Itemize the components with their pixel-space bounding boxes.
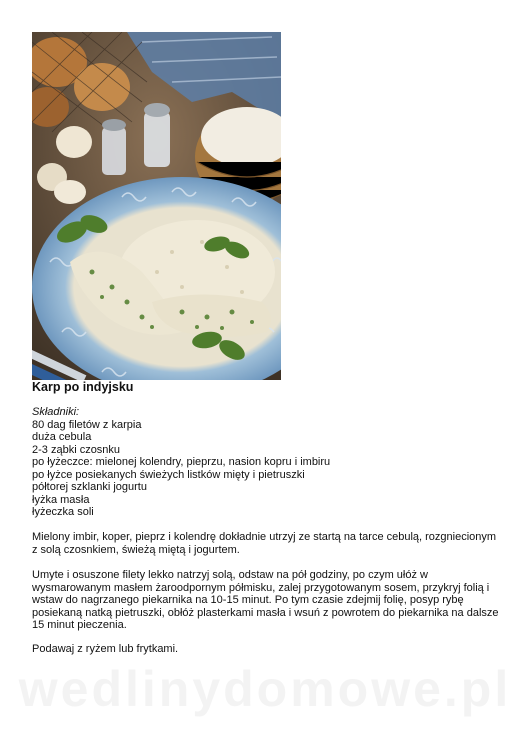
serving-note: Podawaj z ryżem lub frytkami. bbox=[32, 643, 179, 655]
ingredients-label: Składniki: bbox=[32, 406, 80, 418]
recipe-photo bbox=[32, 32, 281, 380]
ingredient-item: 2-3 ząbki czosnku bbox=[32, 443, 121, 456]
instructions-paragraph: Mielony imbir, koper, pieprz i kolendrę dokładnie utrzyj ze startą na tarce cebulą, rozgniecionym z solą czosnkiem, świeżą miętą i jogurtem. bbox=[32, 531, 497, 556]
ingredient-item: duża cebula bbox=[32, 431, 92, 443]
ingredient-item: łyżeczka soli bbox=[32, 506, 94, 518]
ingredients-list bbox=[32, 419, 330, 519]
ingredient-item: po łyżeczce: mielonej kolendry, pieprzu, nasion kopru i imbiru bbox=[32, 456, 331, 468]
recipe-title: Karp po indyjsku bbox=[32, 380, 134, 394]
ingredient-item: 80 dag filetów z karpia bbox=[32, 418, 142, 431]
ingredient-item: półtorej szklanki jogurtu bbox=[32, 481, 147, 493]
ingredients-section bbox=[32, 406, 330, 519]
watermark: wedlinydomowe.pl bbox=[18, 661, 512, 717]
ingredient-item: łyżka masła bbox=[32, 493, 90, 506]
ingredient-item: po łyżce posiekanych świeżych listków mięty i pietruszki bbox=[32, 468, 305, 481]
dish-illustration bbox=[32, 32, 281, 380]
instructions-paragraph: Umyte i osuszone filety lekko natrzyj solą, odstaw na pół godziny, po czym ułóż w wysmarowanym masłem żaroodpornym półmisku, zalej przygotowanym sosem, przykryj folią i wstaw do nagrzanego piekarnika na 10-15 minut. Po tym czasie zdejmij folię, posyp rybę posiekaną natką pietruszki, obłóż plasterkami masła i wsuń z powrotem do piekarnika na dalsze 15 minut pieczenia. bbox=[32, 569, 499, 631]
